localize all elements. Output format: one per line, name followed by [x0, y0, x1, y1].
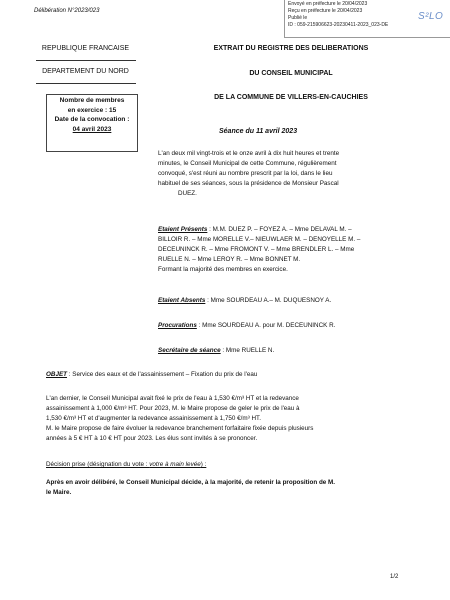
intro-line: minutes, le Conseil Municipal de cette Commune, régulièrement: [158, 160, 337, 167]
presents-line: BILLOIR R. – Mme MORELLE V.– NIEUWLAER M. – DENOYELLE M. –: [158, 236, 361, 243]
procurations-text: : Mme SOURDEAU A. pour M. DECEUNINCK R.: [196, 322, 336, 329]
deliberation-number: Délibération N°2023/023: [34, 8, 100, 14]
body-line: 1,530 €/m³ HT et d'augmenter la redevance assainissement à 1,750 €/m³ HT.: [46, 415, 261, 422]
body-line: M. le Maire propose de faire évoluer la redevance branchement forfaitaire fixée depuis plusieurs: [46, 425, 314, 432]
slo-logo: S²LO: [418, 11, 444, 22]
presents-block: [158, 225, 360, 275]
absents-label: Etaient Absents: [158, 297, 206, 304]
objet-row: [46, 370, 257, 380]
decision-label: Décision prise (désignation du vote :: [46, 461, 150, 468]
absents-row: [158, 296, 331, 306]
council-title: DU CONSEIL MUNICIPAL: [249, 70, 333, 77]
decision-end: ) :: [200, 461, 207, 468]
republique-label: REPUBLIQUE FRANCAISE: [41, 45, 130, 52]
body-line: années à 5 € HT à 10 € HT pour 2023. Les élus sont invités à se prononcer.: [46, 435, 258, 442]
presents-line: Formant la majorité des membres en exercice.: [158, 266, 288, 273]
divider: [36, 60, 136, 61]
body-line: L'an dernier, le Conseil Municipal avait fixé le prix de l'eau à 1,530 €/m³ HT et la redevance: [46, 395, 299, 402]
stamp-line: Reçu en préfecture le 20/04/2023: [288, 8, 363, 14]
intro-line: DUEZ.: [178, 190, 197, 197]
procurations-row: [158, 321, 335, 331]
members-label: Nombre de membres: [59, 97, 125, 104]
decision-text: [46, 478, 335, 498]
presents-line: : M.M. DUEZ P. – FOYEZ A. – Mme DELAVAL M. –: [207, 226, 352, 233]
stamp-line: Publié le: [288, 15, 308, 21]
decision-line: Après en avoir délibéré, le Conseil Municipal décide, à la majorité, de retenir la proposition de M.: [46, 479, 336, 486]
decision-line: le Maire.: [46, 489, 72, 496]
stamp-line: ID : 059-215906623-20230411-2023_023-DE: [288, 22, 389, 28]
convocation-label: Date de la convocation :: [54, 116, 130, 123]
decision-row: [46, 460, 206, 470]
objet-label: OBJET: [46, 371, 67, 378]
register-title: EXTRAIT DU REGISTRE DES DELIBERATIONS: [213, 45, 369, 52]
objet-text: : Service des eaux et de l'assainissement – Fixation du prix de l'eau: [67, 371, 258, 378]
secretaire-row: [158, 346, 274, 356]
intro-line: habituel de ses séances, sous la présidence de Monsieur Pascal: [158, 180, 339, 187]
seance-date: Séance du 11 avril 2023: [219, 128, 298, 135]
procurations-label: Procurations: [158, 322, 197, 329]
divider: [36, 83, 136, 84]
body-line: assainissement à 1,000 €/m³ HT. Pour 2023, M. le Maire propose de geler le prix de l'eau à: [46, 405, 300, 412]
intro-line: L'an deux mil vingt-trois et le onze avril à dix huit heures et trente: [158, 150, 340, 157]
secretaire-label: Secrétaire de séance: [158, 347, 221, 354]
stamp-line: Envoyé en préfecture le 20/04/2023: [288, 1, 368, 7]
intro-line: convoqué, s'est réuni au nombre prescrit par la loi, dans le lieu: [158, 170, 333, 177]
departement-label: DEPARTEMENT DU NORD: [42, 68, 129, 75]
page-number: 1/2: [390, 574, 399, 580]
presents-line: RUELLE N. – Mme LEROY R. – Mme BONNET M.: [158, 256, 301, 263]
members-box: [46, 94, 138, 152]
secretaire-text: : Mme RUELLE N.: [220, 347, 275, 354]
commune-title: DE LA COMMUNE DE VILLERS-EN-CAUCHIES: [214, 94, 368, 101]
intro-paragraph: [158, 149, 410, 199]
decision-vote: votre à main levée: [149, 461, 201, 468]
convocation-date: 04 avril 2023: [72, 125, 112, 133]
members-count: en exercice : 15: [67, 106, 117, 114]
absents-text: : Mme SOURDEAU A.– M. DUQUESNOY A.: [205, 297, 332, 304]
body-paragraph: [46, 394, 410, 444]
presents-label: Etaient Présents: [158, 226, 208, 233]
presents-line: DECEUNINCK R. – Mme FROMONT V. – Mme BRENDLER L. – Mme: [158, 246, 355, 253]
